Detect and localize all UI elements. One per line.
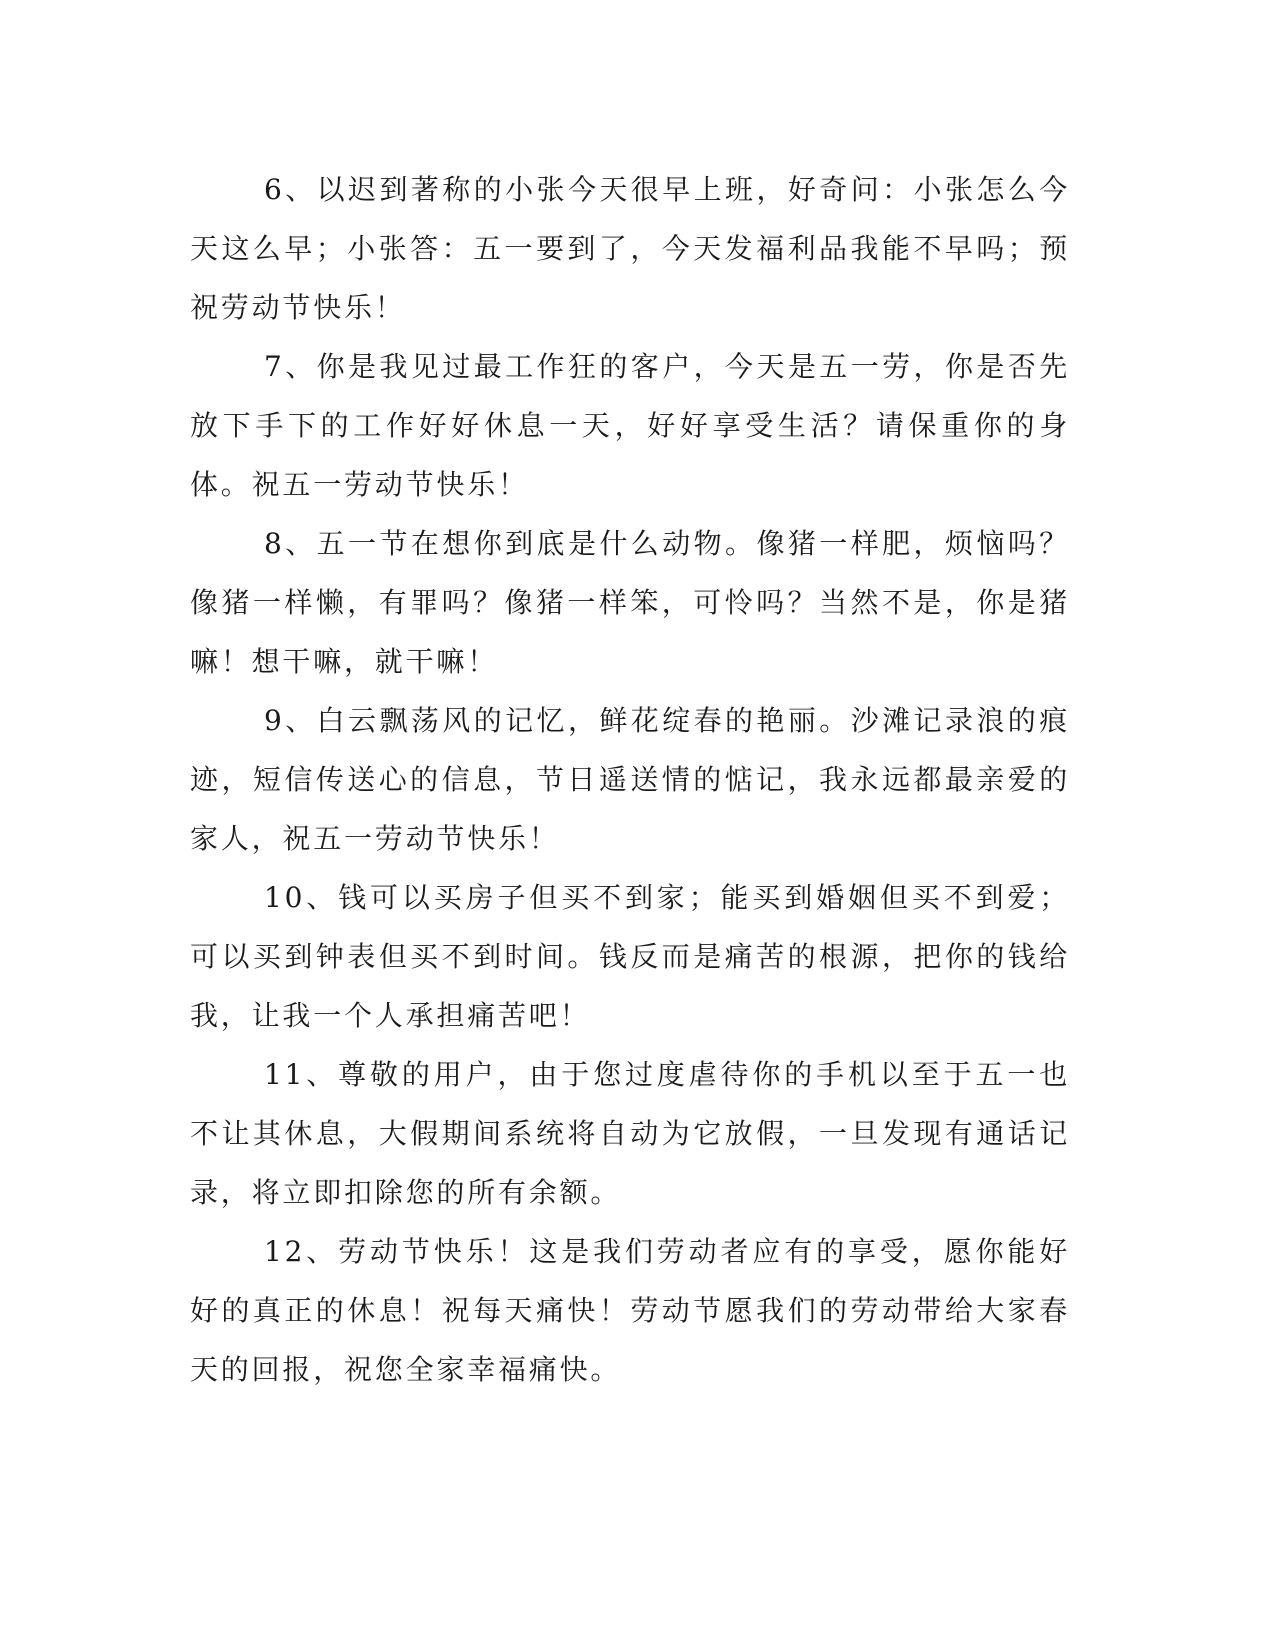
- paragraph-11: 11、尊敬的用户，由于您过度虐待你的手机以至于五一也不让其休息，大假期间系统将自动为它放假，一旦发现有通话记录，将立即扣除您的所有余额。: [190, 1058, 1070, 1209]
- paragraph-6: 6、以迟到著称的小张今天很早上班，好奇问：小张怎么今天这么早；小张答：五一要到了，今天发福利品我能不早吗；预祝劳动节快乐！: [190, 173, 1070, 324]
- document-body: [190, 160, 1070, 1399]
- paragraph-10: 10、钱可以买房子但买不到家；能买到婚姻但买不到爱；可以买到钟表但买不到时间。钱反而是痛苦的根源，把你的钱给我，让我一个人承担痛苦吧！: [190, 881, 1070, 1032]
- paragraph-12: 12、劳动节快乐！这是我们劳动者应有的享受，愿你能好好的真正的休息！祝每天痛快！劳动节愿我们的劳动带给大家春天的回报，祝您全家幸福痛快。: [190, 1235, 1070, 1386]
- paragraph-8: 8、五一节在想你到底是什么动物。像猪一样肥，烦恼吗？像猪一样懒，有罪吗？像猪一样笨，可怜吗？当然不是，你是猪嘛！想干嘛，就干嘛！: [190, 527, 1070, 678]
- paragraph-7: 7、你是我见过最工作狂的客户，今天是五一劳，你是否先放下手下的工作好好休息一天，好好享受生活？请保重你的身体。祝五一劳动节快乐！: [190, 350, 1070, 501]
- paragraph-9: 9、白云飘荡风的记忆，鲜花绽春的艳丽。沙滩记录浪的痕迹，短信传送心的信息，节日遥送情的惦记，我永远都最亲爱的家人，祝五一劳动节快乐！: [190, 704, 1070, 855]
